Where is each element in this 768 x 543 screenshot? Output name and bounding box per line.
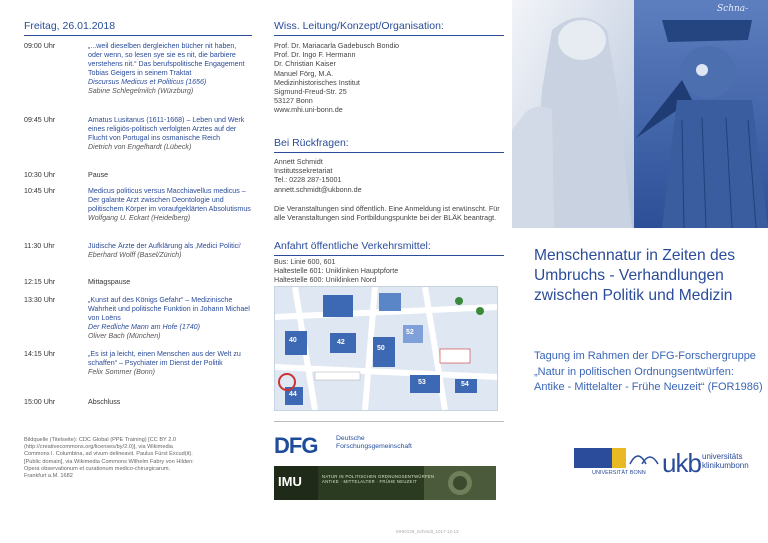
date-divider: [24, 35, 252, 36]
entry-time: 12:15 Uhr: [24, 278, 56, 286]
transit-line: Haltestelle 600: Uniklinken Nord: [274, 275, 377, 285]
transit-info: [274, 257, 504, 285]
entry-speaker: Wolfgang U. Eckart (Heidelberg): [88, 213, 191, 222]
dfg-logo: DFG: [274, 433, 318, 458]
entry-time: 15:00 Uhr: [24, 398, 56, 406]
dfg-name: [336, 435, 412, 451]
organisation-divider: [274, 35, 504, 36]
transit-line: Haltestelle 601: Uniklinken Hauptpforte: [274, 266, 399, 276]
entry-time: 09:45 Uhr: [24, 116, 56, 124]
contact-block: [274, 157, 504, 194]
program-entry: [24, 171, 252, 181]
program-entry: [24, 350, 252, 390]
print-code: MHI0128_Schmidt_1017-12-13: [396, 529, 459, 534]
image-credits: Bildquelle (Titelseite): CDC Global (PPE Training) [CC BY 2.0 (http://creativecommons.org/licenses/by/2.0)], via Wikimedia Commons I. Columbina, ad vivum delineavit. Paulus Fürst Excud(it). [Public domain], via Wikimedia Commons Wilhelm Fabry von Hilden: Opera observationum et curationum medico-chirurgicarum. Frankfurt a.M. 1682: [24, 437, 194, 480]
entry-time: 11:30 Uhr: [24, 242, 55, 250]
entry-label: Mittagspause: [88, 278, 131, 286]
entry-speaker: Dietrich von Engelhardt (Lübeck): [88, 142, 192, 151]
entry-speaker: Sabine Schlegelmilch (Würzburg): [88, 86, 194, 95]
plague-doctor-illustration: [512, 0, 768, 228]
contact-role: Institutssekretariat: [274, 166, 333, 176]
cover-subtitle: Tagung im Rahmen der DFG-Forschergruppe „Natur in politischen Ordnungsentwürfen: Antike - Mittelalter - Frühe Neuzeit“ (FOR1986): [534, 350, 763, 394]
organizer-line: 53127 Bonn: [274, 96, 313, 106]
entry-title: Jüdische Ärzte der Aufklärung als ‚Medici Politici‘: [88, 242, 242, 250]
map-label: 54: [461, 381, 469, 388]
attendance-note: Die Veranstaltungen sind öffentlich. Eine Anmeldung ist erwünscht. Für alle Veranstaltungen sind Fortbildungspunkte bei der BLÄK beantragt.: [274, 204, 500, 223]
entry-time: 09:00 Uhr: [24, 42, 56, 50]
ukb-logo: ukb: [662, 448, 701, 478]
map-label: 53: [418, 379, 426, 386]
organizer-line: Dr. Christian Kaiser: [274, 59, 336, 69]
entry-time: 10:45 Uhr: [24, 187, 56, 195]
ukb-wordmark-line: universitäts: [702, 452, 743, 461]
entry-title: Medicus politicus versus Macchiavellus medicus – Der galante Arzt zwischen Deontologie und politischem Körper im voraufgeklärten Absolutismus: [88, 187, 251, 213]
entry-speaker: Oliver Bach (München): [88, 331, 161, 340]
organizer-line: Sigmund-Freud-Str. 25: [274, 87, 347, 97]
entry-label: Abschluss: [88, 398, 121, 406]
cover-title: Menschennatur in Zeiten des Umbruchs - Verhandlungen zwischen Politik und Medizin: [534, 247, 736, 305]
program-panel: [0, 0, 256, 543]
program-date: Freitag, 26.01.2018: [24, 20, 116, 32]
organizer-line: Manuel Förg, M.A.: [274, 68, 334, 78]
engraving-caption: Schna-: [717, 4, 749, 14]
transit-divider: [274, 255, 504, 256]
university-bonn-wordmark: UNIVERSITÄT BONN: [592, 470, 646, 476]
organizer-list: [274, 41, 504, 115]
campus-map-graphic: [275, 287, 497, 410]
contact-heading: Bei Rückfragen:: [274, 137, 349, 149]
campus-map: [274, 286, 498, 411]
transit-heading: Anfahrt öffentliche Verkehrsmittel:: [274, 240, 431, 252]
research-group-text: [322, 474, 434, 484]
organizer-line: Prof. Dr. Ingo F. Hermann: [274, 50, 356, 60]
research-group-line: NATUR IN POLITISCHEN ORDNUNGSENTWÜRFEN: [322, 474, 435, 479]
program-entry: [24, 278, 252, 288]
ukb-wordmark: [702, 452, 749, 471]
entry-title-italic: Discursus Medicus et Politicus (1656): [88, 77, 207, 86]
research-group-line: ANTIKE · MITTELALTER · FRÜHE NEUZEIT: [322, 479, 417, 485]
entry-title: Amatus Lusitanus (1611-1668) – Leben und Werk eines religiös-politisch verfolgten Arztes auf der Flucht von Portugal ins osmanische Reich: [88, 116, 245, 142]
program-entry: [24, 187, 252, 237]
entry-label: Pause: [88, 171, 109, 179]
entry-time: 10:30 Uhr: [24, 171, 56, 179]
program-entry: [24, 398, 252, 408]
entry-speaker: Eberhard Wolff (Basel/Zürich): [88, 250, 182, 259]
ukb-wordmark-line: klinikumbonn: [702, 461, 749, 471]
map-label: 52: [406, 329, 414, 336]
dfg-name-line: Deutsche: [336, 435, 365, 442]
contact-phone: Tel.: 0228 287-15001: [274, 175, 342, 185]
entry-title: „Kunst auf des Königs Gefahr“ – Medizinische Wahrheit und politische Funktion in Johann Michael von Loëns: [88, 296, 250, 322]
program-entry: [24, 116, 252, 166]
map-label: 50: [377, 345, 385, 352]
entry-time: 14:15 Uhr: [24, 350, 56, 358]
dfg-name-line: Forschungsgemeinschaft: [336, 443, 412, 450]
organizer-line: Prof. Dr. Mariacarla Gadebusch Bondio: [274, 41, 400, 50]
website-link[interactable]: www.mhi.uni-bonn.de: [274, 105, 343, 115]
organizer-line: Medizinhistorisches Institut: [274, 77, 360, 87]
info-panel: [256, 0, 512, 543]
program-entry: [24, 296, 252, 346]
entry-speaker: Felix Sommer (Bonn): [88, 367, 156, 376]
logo-divider: [274, 421, 504, 422]
map-label: 40: [289, 337, 297, 344]
program-entry: [24, 42, 252, 112]
entry-title: „Es ist ja leicht, einen Menschen aus der Welt zu schaffen“ – Psychiater im Dienst der Politik: [88, 350, 241, 367]
contact-divider: [274, 152, 504, 153]
program-entry: [24, 242, 252, 272]
entry-title: „...weil dieselben dergleichen bücher nit haben, oder wenn, so lesen sye sie es nit, die barbiere verstehens nit.“ Das berufspolitische Engagement Tobias Geigers in seinem Traktat: [88, 42, 245, 77]
research-group-banner: [274, 466, 496, 500]
cover-image: [512, 0, 768, 228]
map-label: 44: [289, 391, 297, 398]
cover-logos: [512, 446, 768, 486]
contact-name: Annett Schmidt: [274, 157, 323, 166]
map-label: 42: [337, 339, 345, 346]
entry-title-italic: Der Redliche Mann am Hofe (1740): [88, 322, 200, 331]
transit-line: Bus: Linie 600, 601: [274, 257, 336, 266]
entry-time: 13:30 Uhr: [24, 296, 56, 304]
imu-logo: IMU: [278, 474, 302, 489]
dfg-logo-block: [274, 433, 504, 457]
organisation-heading: Wiss. Leitung/Konzept/Organisation:: [274, 20, 444, 32]
cover-panel: [512, 0, 768, 543]
contact-email-link[interactable]: annett.schmidt@ukbonn.de: [274, 184, 362, 194]
